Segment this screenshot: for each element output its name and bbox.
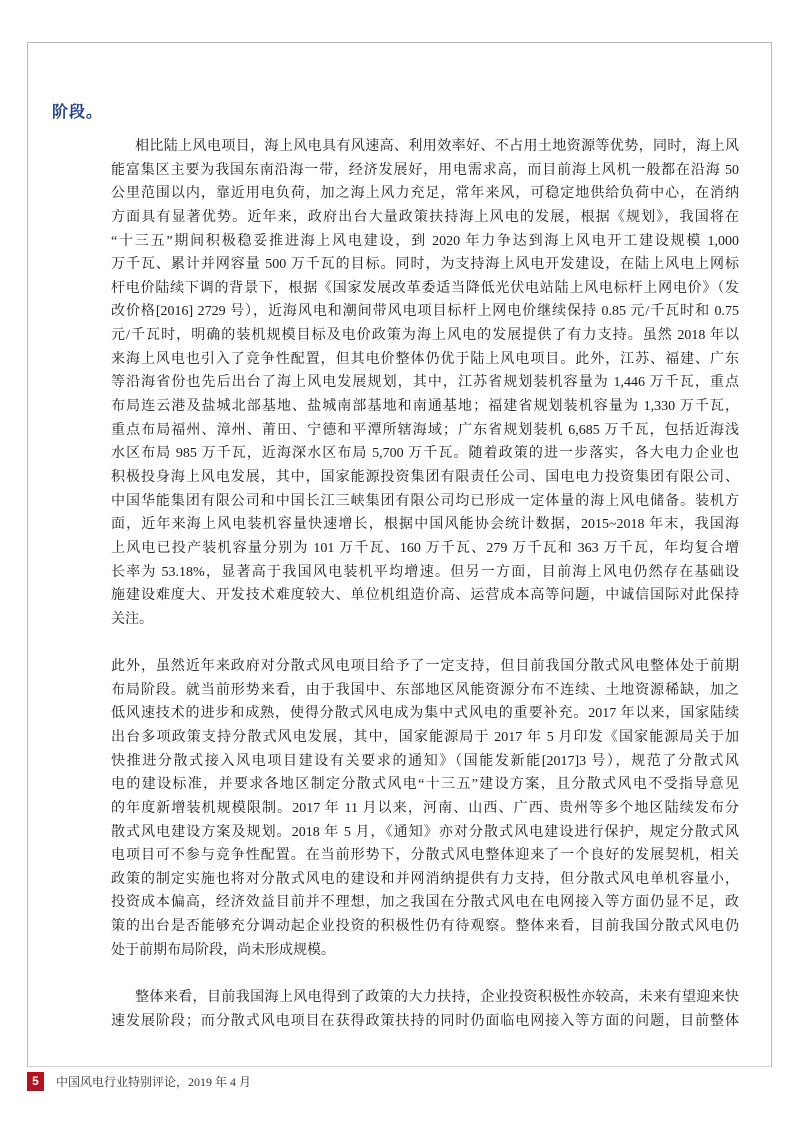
text-line: 重点布局福州、漳州、莆田、宁德和平潭所辖海域；广东省规划装机 6,685 万千瓦，包括近海浅 [111, 422, 739, 438]
text-line: 投资成本偏高，经济效益目前并不理想，加之我国在分散式风电在电网接入等方面仍显不足，政 [111, 895, 739, 911]
text-line: 散式风电建设方案及规划。2018 年 5 月，《通知》亦对分散式风电建设进行保护，规定分散式风 [111, 824, 739, 840]
text-line: 长率为 53.18%，显著高于我国风电装机平均增速。但另一方面，目前海上风电仍然存在基础设 [111, 564, 739, 580]
text-line: 布局阶段。就当前形势来看，由于我国中、东部地区风能资源分布不连续、土地资源稀缺，加之 [111, 682, 739, 698]
paragraph-overall-outlook [111, 986, 739, 1033]
text-line: 杆电价陆续下调的背景下，根据《国家发展改革委适当降低光伏电站陆上风电标杆上网电价》（发 [111, 280, 739, 296]
text-line: 万千瓦、累计并网容量 500 万千瓦的目标。同时，为支持海上风电开发建设，在陆上风电上网标 [111, 257, 739, 273]
page-number: 5 [27, 1072, 44, 1091]
text-line: 快推进分散式接入风电项目建设有关要求的通知》（国能发新能[2017]3 号），规范了分散式风 [111, 753, 739, 769]
text-line: 处于前期布局阶段，尚未形成规模。 [111, 942, 335, 958]
text-line: 关注。 [111, 611, 153, 627]
text-line: 电的建设标准，并要求各地区制定分散式风电“十三五”建设方案，且分散式风电不受指导意见 [111, 777, 739, 793]
text-line: 等沿海省份也先后出台了海上风电发展规划，其中，江苏省规划装机容量为 1,446 万千瓦，重点 [111, 375, 739, 391]
text-line: 布局连云港及盐城北部基地、盐城南部基地和南通基地；福建省规划装机容量为 1,330 万千瓦， [111, 399, 739, 415]
text-line: 上风电已投产装机容量分别为 101 万千瓦、160 万千瓦、279 万千瓦和 363 万千瓦，年均复合增 [111, 540, 739, 556]
text-line: 施建设难度大、开发技术难度较大、单位机组造价高、运营成本高等问题，中诚信国际对此保持 [111, 588, 739, 604]
paragraph-distributed-wind [111, 655, 739, 962]
text-line: 出台多项政策支持分散式风电发展，其中，国家能源局于 2017 年 5 月印发《国家能源局关于加 [111, 729, 739, 745]
text-line: 积极投身海上风电发展，其中，国家能源投资集团有限责任公司、国电电力投资集团有限公司、 [111, 469, 739, 485]
text-line: 低风速技术的进步和成熟，使得分散式风电成为集中式风电的重要补充。2017 年以来，国家陆续 [111, 706, 739, 722]
text-line: 相比陆上风电项目，海上风电具有风速高、利用效率好、不占用土地资源等优势，同时，海上风 [135, 139, 739, 154]
text-line: 改价格[2016] 2729 号），近海风电和潮间带风电项目标杆上网电价继续保持 0.85 元/千瓦时和 0.75 [111, 304, 739, 320]
footer-publication-title: 中国风电行业特别评论，2019 年 4 月 [56, 1075, 252, 1089]
text-line: 策的出台是否能够充分调动起企业投资的积极性仍有待观察。整体来看，目前我国分散式风电仍 [111, 919, 739, 935]
section-heading: 阶段。 [52, 102, 104, 121]
text-line: 电项目可不参与竞争性配置。在当前形势下，分散式风电整体迎来了一个良好的发展契机，相关 [111, 848, 739, 864]
text-line: 方面具有显著优势。近年来，政府出台大量政策扶持海上风电的发展，根据《规划》，我国将在 [111, 209, 739, 225]
text-line: 来海上风电也引入了竞争性配置，但其电价整体仍优于陆上风电项目。此外，江苏、福建、广东 [111, 351, 739, 367]
text-line: 整体来看，目前我国海上风电得到了政策的大力扶持，企业投资积极性亦较高，未来有望迎来快 [135, 989, 739, 1005]
text-line: 元/千瓦时，明确的装机规模目标及电价政策为海上风电的发展提供了有力支持。虽然 2018 年以 [111, 328, 739, 344]
text-line: 面，近年来海上风电装机容量快速增长，根据中国风能协会统计数据，2015~2018 年末，我国海 [111, 517, 739, 533]
paragraph-offshore-wind [111, 135, 739, 631]
text-line: “十三五”期间积极稳妥推进海上风电建设，到 2020 年力争达到海上风电开工建设规模 1,000 [111, 233, 739, 249]
body-text [111, 135, 739, 1057]
text-line: 政策的制定实施也将对分散式风电的建设和并网消纳提供有力支持，但分散式风电单机容量小， [111, 871, 739, 887]
text-line: 速发展阶段；而分散式风电项目在获得政策扶持的同时仍面临电网接入等方面的问题，目前整体 [111, 1013, 739, 1029]
text-line: 能富集区主要为我国东南沿海一带，经济发展好，用电需求高，而目前海上风机一般都在沿海 50 [111, 162, 739, 178]
text-line: 的年度新增装机规模限制。2017 年 11 月以来，河南、山西、广西、贵州等多个地区陆续发布分 [111, 800, 739, 816]
text-line: 此外，虽然近年来政府对分散式风电项目给予了一定支持，但目前我国分散式风电整体处于前期 [111, 659, 739, 675]
text-line: 中国华能集团有限公司和中国长江三峡集团有限公司均已形成一定体量的海上风电储备。装机方 [111, 493, 739, 509]
text-line: 公里范围以内，靠近用电负荷，加之海上风力充足，常年来风，可稳定地供给负荷中心，在消纳 [111, 186, 739, 202]
text-line: 水区布局 985 万千瓦，近海深水区布局 5,700 万千瓦。随着政策的进一步落实，各大电力企业也 [111, 446, 739, 462]
